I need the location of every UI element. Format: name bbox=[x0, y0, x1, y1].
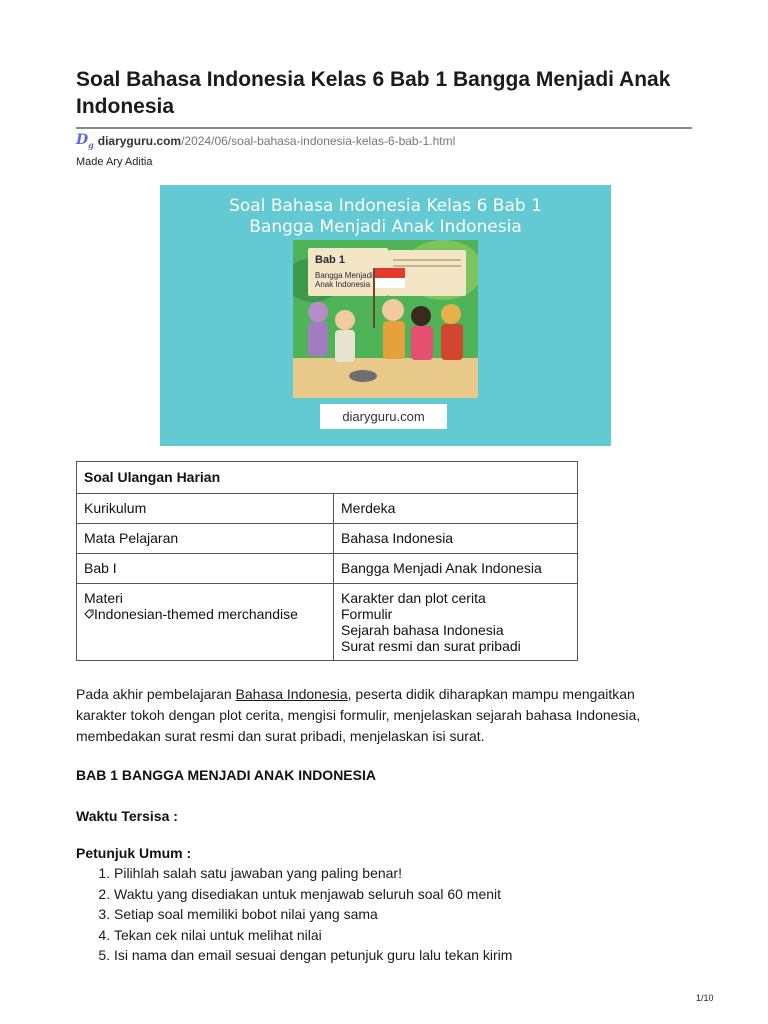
list-item: 3. Setiap soal memiliki bobot nilai yang sama bbox=[114, 904, 512, 925]
diaryguru-logo-icon: $D_g$ bbox=[76, 132, 94, 150]
book-cover-illustration bbox=[293, 240, 478, 398]
title-divider bbox=[76, 127, 692, 129]
instructions-list bbox=[76, 863, 512, 966]
book-chapter-subtitle: Bangga Menjadi Anak Indonesia bbox=[315, 271, 373, 289]
author-name: Made Ary Aditia bbox=[76, 156, 153, 168]
row-label: Materi bbox=[84, 590, 123, 606]
bahasa-indonesia-link[interactable]: Bahasa Indonesia bbox=[235, 686, 348, 702]
materi-label-cell bbox=[77, 584, 334, 661]
table-row bbox=[77, 584, 578, 661]
list-item: Sejarah bahasa Indonesia bbox=[341, 622, 504, 638]
row-value: Bangga Menjadi Anak Indonesia bbox=[334, 554, 578, 584]
instructions-heading: Petunjuk Umum : bbox=[76, 845, 192, 861]
table-header-row bbox=[77, 462, 578, 494]
page-title: Soal Bahasa Indonesia Kelas 6 Bab 1 Bangga Menjadi Anak Indonesia bbox=[76, 68, 671, 118]
table-row bbox=[77, 524, 578, 554]
tag-icon bbox=[84, 609, 94, 619]
row-label: Kurikulum bbox=[77, 494, 334, 524]
section-heading: BAB 1 BANGGA MENJADI ANAK INDONESIA bbox=[76, 767, 376, 783]
info-table bbox=[76, 461, 578, 661]
table-row bbox=[77, 494, 578, 524]
list-item: Karakter dan plot cerita bbox=[341, 590, 486, 606]
list-item: 1. Pilihlah salah satu jawaban yang paling benar! bbox=[114, 863, 512, 884]
table-row bbox=[77, 554, 578, 584]
list-item: 2. Waktu yang disediakan untuk menjawab seluruh soal 60 menit bbox=[114, 884, 512, 905]
list-item: 4. Tekan cek nilai untuk melihat nilai bbox=[114, 925, 512, 946]
list-item: 5. Isi nama dan email sesuai dengan petunjuk guru lalu tekan kirim bbox=[114, 945, 512, 966]
row-value: Merdeka bbox=[334, 494, 578, 524]
intro-paragraph: Pada akhir pembelajaran Bahasa Indonesia, peserta didik diharapkan mampu mengaitkan karakter tokoh dengan plot cerita, mengisi formulir, menjelaskan sejarah bahasa Indonesia, membedakan surat resmi dan surat pribadi, menjelaskan isi surat. bbox=[76, 686, 641, 744]
ad-link[interactable]: Indonesian-themed merchandise bbox=[84, 606, 326, 622]
page-number: 1/10 bbox=[696, 993, 714, 1003]
source-url[interactable]: diaryguru.com/2024/06/soal-bahasa-indonesia-kelas-6-bab-1.html bbox=[97, 133, 456, 148]
time-remaining-label: Waktu Tersisa : bbox=[76, 808, 178, 824]
row-label: Bab I bbox=[77, 554, 334, 584]
cover-title: Soal Bahasa Indonesia Kelas 6 Bab 1 Bangga Menjadi Anak Indonesia bbox=[229, 196, 542, 237]
source-line bbox=[76, 132, 455, 150]
table-header: Soal Ulangan Harian bbox=[77, 462, 578, 494]
materi-items-cell bbox=[334, 584, 578, 661]
book-chapter-label: Bab 1 bbox=[315, 254, 345, 266]
cover-site-label: diaryguru.com bbox=[320, 404, 447, 429]
row-label: Mata Pelajaran bbox=[77, 524, 334, 554]
row-value: Bahasa Indonesia bbox=[334, 524, 578, 554]
cover-image bbox=[160, 185, 611, 446]
list-item: Surat resmi dan surat pribadi bbox=[341, 638, 521, 654]
list-item: Formulir bbox=[341, 606, 393, 622]
